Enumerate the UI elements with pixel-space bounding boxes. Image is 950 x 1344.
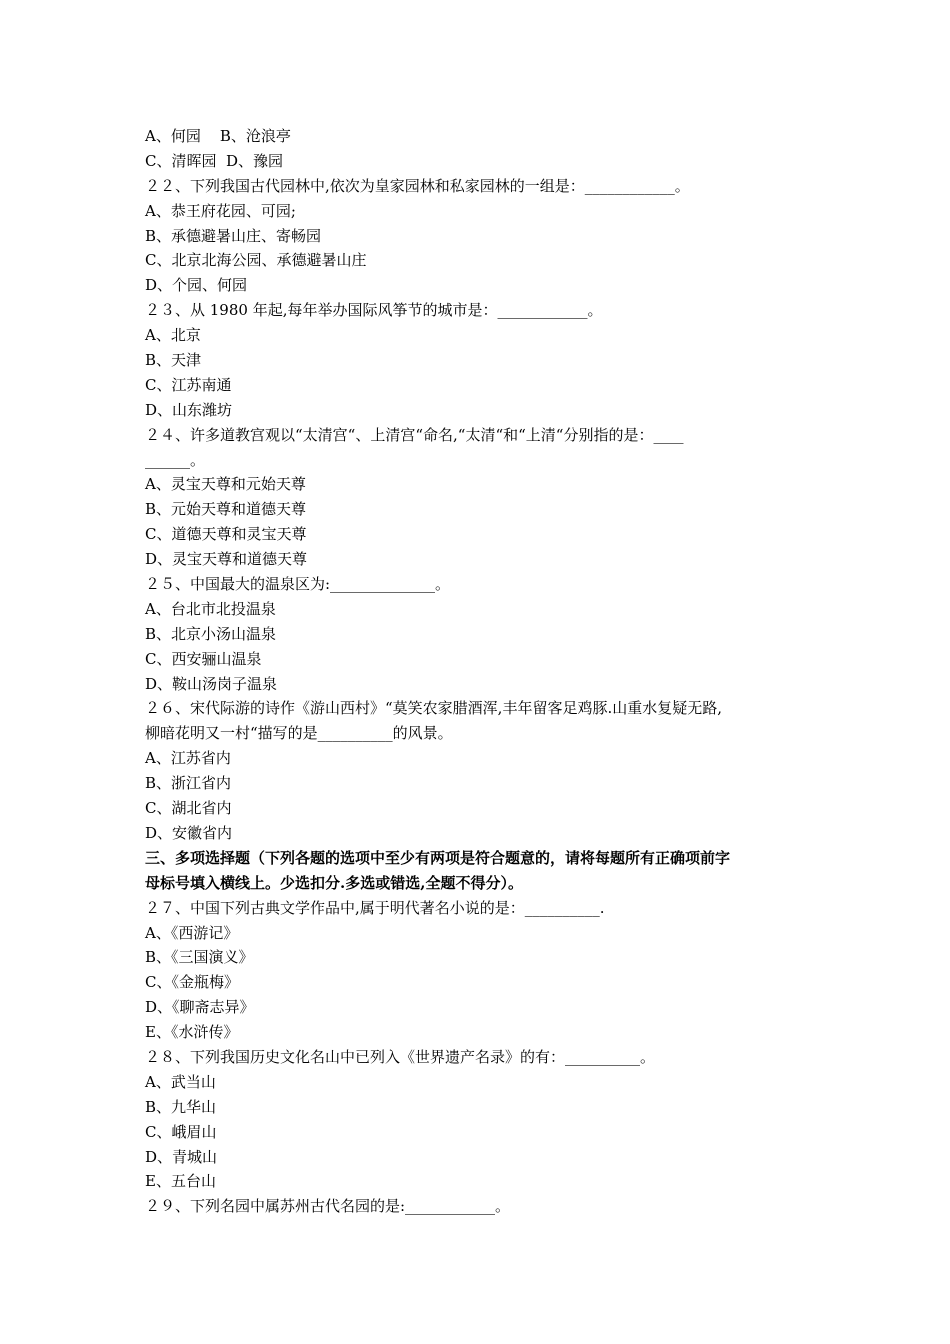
text-line: ２９、下列名园中属苏州古代名园的是:____________。: [145, 1197, 511, 1216]
text-line: A、《西游记》: [145, 923, 239, 942]
text-line: C、西安骊山温泉: [145, 649, 262, 668]
text-line: A、台北市北投温泉: [145, 599, 276, 618]
text-line: C、道德天尊和灵宝天尊: [145, 525, 307, 544]
text-line: ２５、中国最大的温泉区为:______________。: [145, 575, 451, 594]
text-line: ２４、许多道教宫观以“太清宫“、上清宫“命名,“太清“和“上清“分别指的是：____: [145, 425, 684, 444]
text-line: E、五台山: [145, 1172, 216, 1191]
text-line: D、鞍山汤岗子温泉: [145, 674, 278, 693]
text-line: D、个园、何园: [145, 276, 248, 295]
text-line: C、清晖园 D、豫园: [145, 151, 284, 170]
text-line: A、灵宝天尊和元始天尊: [145, 475, 306, 494]
text-line: ２７、中国下列古典文学作品中,属于明代著名小说的是：__________.: [145, 898, 605, 917]
text-line: B、北京小汤山温泉: [145, 624, 277, 643]
text-line: ２８、下列我国历史文化名山中已列入《世界遗产名录》的有：__________。: [145, 1047, 656, 1066]
text-line: B、九华山: [145, 1097, 217, 1116]
text-line: D、安徽省内: [145, 823, 233, 842]
text-line: ２３、从 1980 年起,每年举办国际风筝节的城市是：____________。: [145, 301, 603, 320]
text-line: ２２、下列我国古代园林中,依次为皇家园林和私家园林的一组是：____________。: [145, 176, 690, 195]
text-line: C、峨眉山: [145, 1122, 217, 1141]
text-line: B、浙江省内: [145, 774, 232, 793]
text-line: C、湖北省内: [145, 799, 232, 818]
text-line: E、《水浒传》: [145, 1023, 239, 1042]
document-body: [145, 124, 810, 1219]
text-line: D、灵宝天尊和道德天尊: [145, 550, 308, 569]
section-heading-line: 三、多项选择题（下列各题的选项中至少有两项是符合题意的，请将每题所有正确项前字: [145, 848, 731, 867]
text-line: A、武当山: [145, 1072, 216, 1091]
text-line: B、承德避暑山庄、寄畅园: [145, 226, 322, 245]
text-line: C、北京北海公园、承德避暑山庄: [145, 251, 367, 270]
text-line: D、《聊斋志异》: [145, 998, 255, 1017]
text-line: ______。: [145, 450, 206, 469]
text-line: A、恭王府花园、可园;: [145, 201, 296, 220]
text-line: ２６、宋代际游的诗作《游山西村》“莫笑农家腊酒浑,丰年留客足鸡豚.山重水复疑无路,: [145, 699, 722, 718]
text-line: D、青城山: [145, 1147, 218, 1166]
text-line: B、元始天尊和道德天尊: [145, 500, 307, 519]
text-line: C、江苏南通: [145, 375, 232, 394]
text-line: D、山东潍坊: [145, 400, 233, 419]
section-heading-line: 母标号填入横线上。少选扣分.多选或错选,全题不得分）。: [145, 873, 523, 892]
text-line: A、何园 B、沧浪亭: [145, 127, 291, 145]
text-line: B、天津: [145, 351, 202, 370]
text-line: B、《三国演义》: [145, 948, 254, 967]
text-line: 柳暗花明又一村“描写的是__________的风景。: [145, 724, 453, 743]
text-line: C、《金瓶梅》: [145, 973, 239, 992]
text-line: A、北京: [145, 326, 201, 345]
text-line: A、江苏省内: [145, 749, 231, 768]
